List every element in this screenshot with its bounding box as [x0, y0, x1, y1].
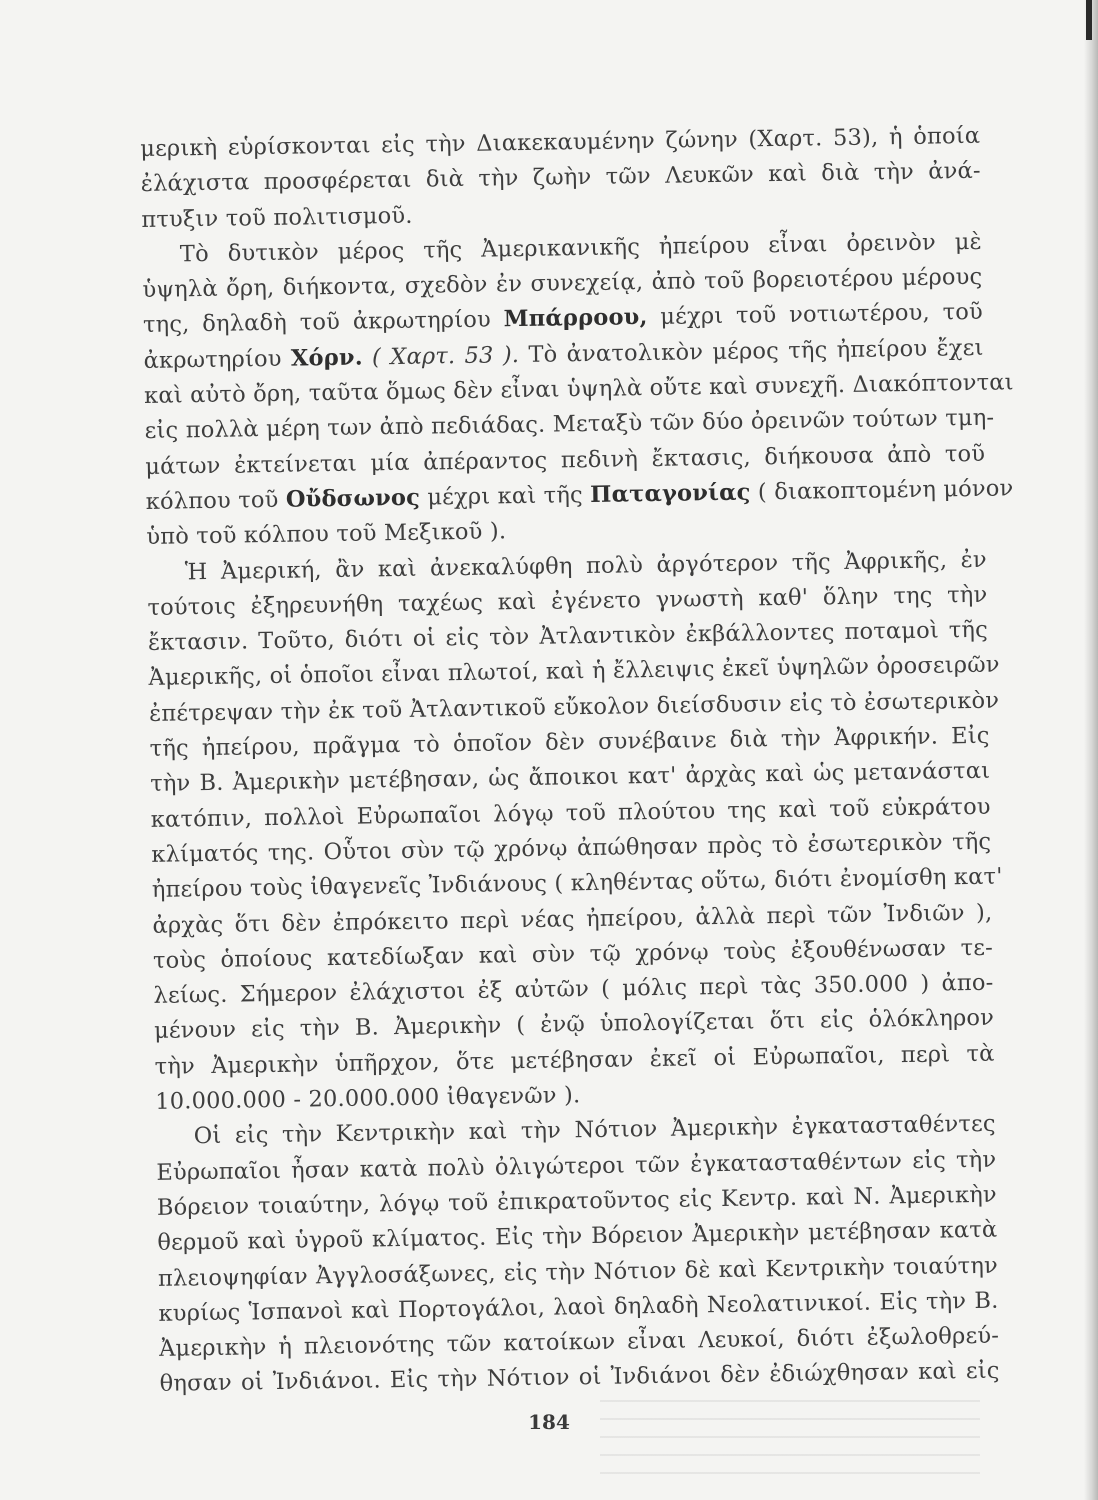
text-line: τὴν Ἀμερικὴν ὑπῆρχον, ὅτε μετέβησαν ἐκεῖ οἱ Εὐρωπαῖοι, περὶ τὰ [154, 1040, 995, 1080]
text-line: ἠπείρου τοὺς ἰθαγενεῖς Ἰνδιάνους ( κληθέντας οὕτω, διότι ἐνομίσθη κατ' [151, 863, 1003, 904]
text-line: λείως. Σήμερον ἐλάχιστοι ἐξ αὐτῶν ( μόλις περὶ τὰς 350.000 ) ἀπο- [153, 969, 994, 1010]
text-line: θερμοῦ καὶ ὑγροῦ κλίματος. Εἰς τὴν Βόρειον Ἀμερικὴν μετέβησαν κατὰ [157, 1216, 998, 1257]
text-line: μάτων ἐκτείνεται μία ἀπέραντος πεδινὴ ἔκτασις, διήκουσα ἀπὸ τοῦ [145, 440, 986, 480]
text-line: κυρίως Ἱσπανοὶ καὶ Πορτογάλοι, λαοὶ δηλαδὴ Νεολατινικοί. Εἰς τὴν Β. [158, 1287, 999, 1327]
text-run: ( διακοπτομένη μόνον [757, 475, 1014, 506]
text-line: ἐλάχιστα προσφέρεται διὰ τὴν ζωὴν τῶν Λευκῶν καὶ διὰ τὴν ἀνά- [140, 158, 981, 198]
page-number: 184 [528, 1410, 570, 1434]
text-line: τῆς ἠπείρου, πρᾶγμα τὸ ὁποῖον δὲν συνέβαινε διὰ τὴν Ἀφρικήν. Εἰς [149, 722, 990, 762]
text-line: κατόπιν, πολλοὶ Εὐρωπαῖοι λόγῳ τοῦ πλούτου της καὶ τοῦ εὐκράτου [150, 793, 991, 833]
text-run: της, δηλαδὴ τοῦ ἀκρωτηρίου [142, 306, 492, 339]
scan-edge-mark [1086, 0, 1092, 40]
text-line: μερικὴ εὑρίσκονται εἰς τὴν Διακεκαυμένην ζώνην (Χαρτ. 53), ἡ ὁποία [140, 122, 981, 162]
text-run: μέχρι τοῦ νοτιωτέρου, τοῦ [660, 299, 984, 331]
text-line: πτυξιν τοῦ πολιτισμοῦ. [141, 202, 413, 233]
text-line: Ἀμερικὴν ἡ πλειονότης τῶν κατοίκων εἶναι Λευκοί, διότι ἐξωλοθρεύ- [158, 1322, 1000, 1362]
text-line: Εὐρωπαῖοι ἦσαν κατὰ πολὺ ὀλιγώτεροι τῶν ἐγκατασταθέντων εἰς τὴν [156, 1146, 997, 1186]
place-name-patagonia: Παταγονίας [589, 479, 751, 508]
text-line: Βόρειον τοιαύτην, λόγῳ τοῦ ἐπικρατοῦντος εἰς Κεντρ. καὶ Ν. Ἀμερικὴν [156, 1181, 998, 1221]
place-name-horn: Χόρν. [290, 344, 363, 372]
text-run: μέχρι καὶ τῆς [427, 482, 584, 511]
text-line: ἀρχὰς ὅτι δὲν ἐπρόκειτο περὶ νέας ἠπείρου, ἀλλὰ περὶ τῶν Ἰνδιῶν ), [152, 899, 993, 939]
place-name-hudson: Οὔδσωνος [285, 484, 421, 513]
text-line: ἐπέτρεψαν τὴν ἐκ τοῦ Ἀτλαντικοῦ εὔκολον διείσδυσιν εἰς τὸ ἐσωτερικὸν [148, 687, 1000, 727]
text-line: Οἱ εἰς τὴν Κεντρικὴν καὶ τὴν Νότιον Ἀμερικὴν ἐγκατασταθέντες [193, 1110, 996, 1150]
text-line: Ἡ Ἀμερική, ἂν καὶ ἀνεκαλύφθη πολὺ ἀργότερον τῆς Ἀφρικῆς, ἐν [184, 546, 988, 585]
text-run: Τὸ ἀνατολικὸν μέρος τῆς ἠπείρου ἔχει [528, 334, 984, 368]
page-body [140, 119, 1014, 1403]
text-run: κόλπου τοῦ [145, 486, 279, 515]
text-line: Τὸ δυτικὸν μέρος τῆς Ἀμερικανικῆς ἠπείρου εἶναι ὀρεινὸν μὲ [179, 228, 983, 268]
text-line: ὑπὸ τοῦ κόλπου τοῦ Μεξικοῦ ). [146, 518, 507, 551]
text-line: τοὺς ὁποίους κατεδίωξαν καὶ σὺν τῷ χρόνῳ τοὺς ἐξουθένωσαν τε- [152, 934, 994, 974]
text-line: θησαν οἱ Ἰνδιάνοι. Εἰς τὴν Νότιον οἱ Ἰνδιάνοι δὲν ἐδιώχθησαν καὶ εἰς [159, 1358, 1000, 1398]
scan-edge-shadow [1084, 0, 1098, 1500]
text-line: εἰς πολλὰ μέρη των ἀπὸ πεδιάδας. Μεταξὺ τῶν δύο ὀρεινῶν τούτων τμη- [144, 404, 995, 445]
text-line: ὑψηλὰ ὄρη, διήκοντα, σχεδὸν ἐν συνεχείᾳ, ἀπὸ τοῦ βορειοτέρου μέρους [142, 263, 983, 304]
map-reference: ( Χαρτ. 53 ). [371, 341, 520, 371]
place-name-barrow: Μπάρροου, [503, 304, 648, 333]
text-line: τούτοις ἐξηρευνήθη ταχέως καὶ ἐγένετο γνωστὴ καθ' ὅλην της τὴν [147, 581, 988, 621]
text-run: ἀκρωτηρίου [143, 345, 282, 374]
text-line: ἔκτασιν. Τοῦτο, διότι οἱ εἰς τὸν Ἀτλαντικὸν ἐκβάλλοντες ποταμοὶ τῆς [147, 616, 989, 657]
text-line: τὴν Β. Ἀμερικὴν μετέβησαν, ὡς ἄποικοι κατ' ἀρχὰς καὶ ὡς μετανάσται [150, 758, 991, 798]
text-line: 10.000.000 - 20.000.000 ἰθαγενῶν ). [155, 1082, 581, 1115]
text-line: μένουν εἰς τὴν Β. Ἀμερικὴν ( ἐνῷ ὑπολογίζεται ὅτι εἰς ὁλόκληρον [153, 1005, 995, 1045]
text-line: Ἀμερικῆς, οἱ ὁποῖοι εἶναι πλωτοί, καὶ ἡ ἔλλειψις ἐκεῖ ὑψηλῶν ὀροσειρῶν [148, 652, 1000, 692]
text-line: πλειοψηφίαν Ἀγγλοσάξωνες, εἰς τὴν Νότιον δὲ καὶ Κεντρικὴν τοιαύτην [157, 1252, 999, 1292]
text-line: κλίματός της. Οὗτοι σὺν τῷ χρόνῳ ἀπώθησαν πρὸς τὸ ἐσωτερικὸν τῆς [151, 828, 992, 868]
text-line: καὶ αὐτὸ ὄρη, ταῦτα ὅμως δὲν εἶναι ὑψηλὰ οὔτε καὶ συνεχῆ. Διακόπτονται [143, 369, 1014, 410]
